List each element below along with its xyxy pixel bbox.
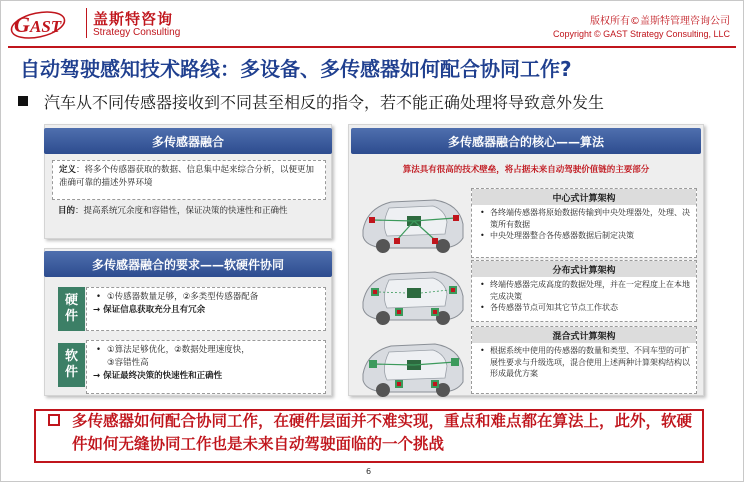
- car-distributed-icon: [357, 262, 469, 328]
- software-requirement-item-cont: ③容错性高: [107, 358, 149, 368]
- fusion-panel-heading: 多传感器融合: [44, 128, 332, 154]
- car-hybrid-icon: [357, 334, 469, 400]
- software-tag: [58, 343, 85, 387]
- distributed-arch-item: • 终端传感器完成高度的数据处理，并在一定程度上在本地完成决策: [478, 279, 690, 302]
- centralized-arch-item: • 各终端传感器将原始数据传输到中央处理器处，处理、决策所有数据: [478, 207, 690, 230]
- hybrid-arch-box: [471, 326, 697, 394]
- hardware-tag-char-2: 件: [64, 309, 78, 324]
- slide-title: 自动驾驶感知技术路线：多设备、多传感器如何配合协同工作?: [20, 57, 572, 81]
- car-centralized-icon: [357, 190, 469, 256]
- software-requirement-box: [86, 340, 326, 394]
- centralized-arch-item: • 中央处理器整合各传感器数据后制定决策: [478, 230, 690, 242]
- hardware-requirement-result: → 保证信息获取充分且有冗余: [93, 305, 206, 315]
- header-divider: [8, 46, 736, 48]
- distributed-arch-title: 分布式计算架构: [472, 261, 696, 277]
- logo-divider: [86, 8, 87, 38]
- hardware-requirement-box: [86, 287, 326, 331]
- conclusion-text: 多传感器如何配合协同工作，在硬件层面并不难实现，重点和难点都在算法上，此外，软硬件如何无缝协同工作也是未来自动驾驶面临的一个挑战: [72, 412, 693, 453]
- svg-text:G: G: [14, 12, 30, 37]
- software-requirement-item: • ①算法足够优化，②数据处理速度快，: [93, 344, 319, 357]
- hardware-tag-char-1: 硬: [64, 293, 78, 308]
- svg-text:AST: AST: [30, 17, 62, 36]
- brand-name-cn: 盖斯特咨询: [93, 10, 174, 28]
- hybrid-arch-item: • 根据系统中使用的传感器的数量和类型、不同车型的可扩展性要求与升级选项，混合使用上述两种计算架构结构以形成最优方案: [478, 345, 690, 380]
- gast-logo: [8, 5, 82, 45]
- distributed-arch-item: • 各传感器节点可知其它节点工作状态: [478, 302, 690, 314]
- software-requirement-result: → 保证最终决策的快速性和正确性: [93, 371, 223, 381]
- copyright-cn: 版权所有©盖斯特管理咨询公司: [590, 16, 730, 27]
- goal-box: [52, 202, 326, 236]
- goal-label: 目的: [58, 206, 76, 216]
- page-number: 6: [366, 467, 372, 476]
- algorithm-panel-heading: 多传感器融合的核心——算法: [351, 128, 701, 154]
- definition-label: 定义: [59, 165, 77, 175]
- hybrid-arch-title: 混合式计算架构: [472, 327, 696, 343]
- bullet-square-icon: [18, 96, 28, 106]
- conclusion-square-icon: [48, 414, 60, 426]
- definition-box: [52, 160, 326, 200]
- hardware-requirement-item: • ①传感器数量足够，②多类型传感器配备: [93, 291, 319, 304]
- goal-text: ：提高系统冗余度和容错性，保证决策的快速性和正确性: [75, 206, 288, 216]
- algorithm-note: 算法具有很高的技术壁垒，将占据未来自动驾驶价值链的主要部分: [402, 165, 650, 175]
- requirements-panel-heading: 多传感器融合的要求——软硬件协同: [44, 251, 332, 277]
- hardware-tag: [58, 287, 85, 331]
- copyright-en: Copyright © GAST Strategy Consulting, LLC: [552, 29, 730, 39]
- brand-name-en: Strategy Consulting: [93, 27, 181, 38]
- distributed-arch-box: [471, 260, 697, 322]
- software-tag-char-1: 软: [64, 349, 78, 364]
- software-tag-char-2: 件: [64, 365, 78, 380]
- lead-bullet-text: 汽车从不同传感器接收到不同甚至相反的指令，若不能正确处理将导致意外发生: [44, 93, 605, 112]
- definition-text: ：将多个传感器获取的数据、信息集中起来综合分析，以便更加准确可靠的描述外界环境: [59, 165, 315, 188]
- centralized-arch-box: [471, 188, 697, 258]
- centralized-arch-title: 中心式计算架构: [472, 189, 696, 205]
